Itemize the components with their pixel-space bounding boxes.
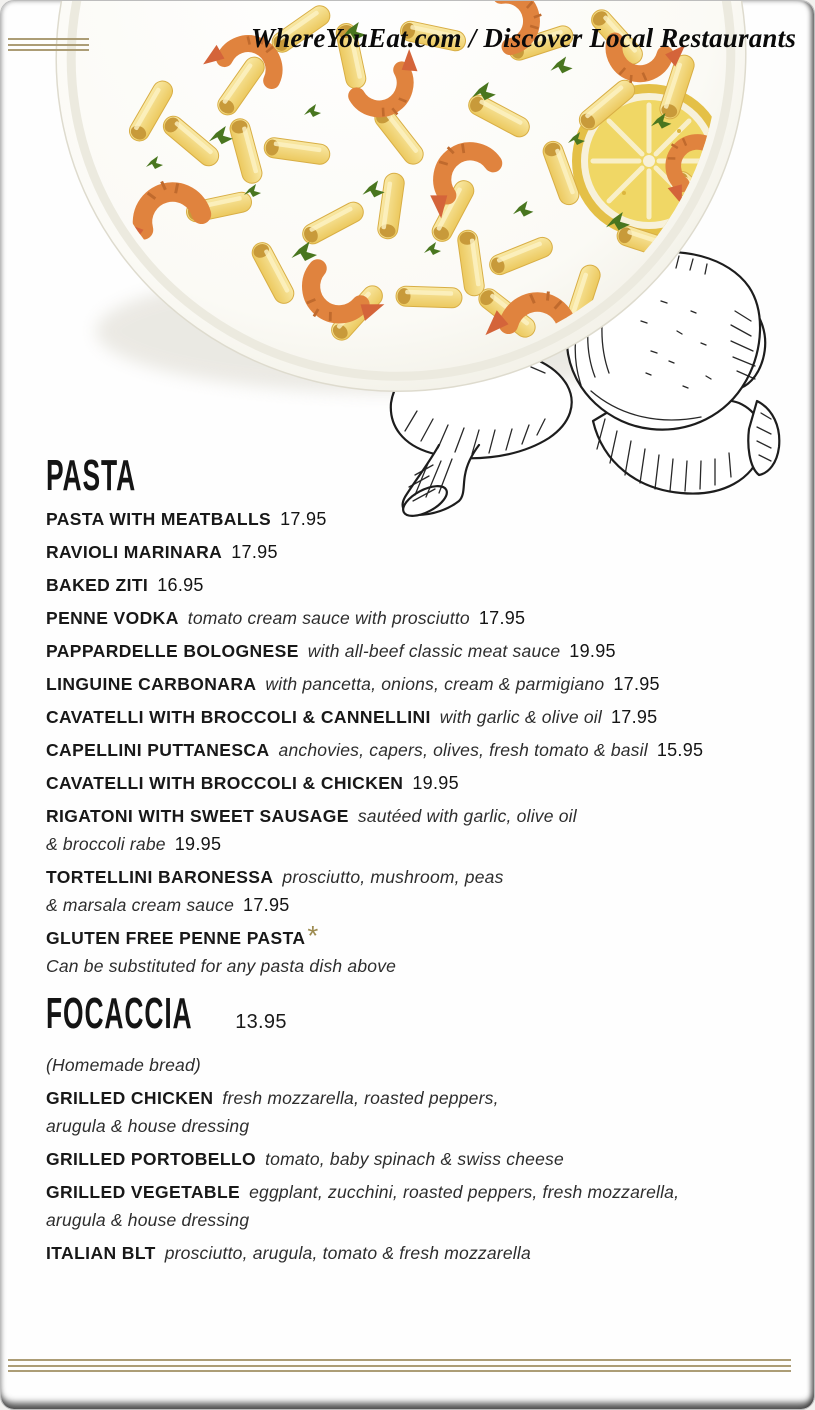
item-description: fresh mozzarella, roasted peppers,	[222, 1088, 499, 1108]
item-description: prosciutto, mushroom, peas	[282, 867, 504, 887]
watermark-text: WhereYouEat.com / Discover Local Restaurants	[251, 23, 797, 53]
menu-item: PENNE VODKA tomato cream sauce with prosciutto 17.95	[46, 608, 526, 628]
section-note: (Homemade bread)	[46, 1055, 201, 1075]
item-price: 17.95	[243, 895, 290, 915]
item-description-line2: arugula & house dressing	[46, 1116, 250, 1136]
section-price: 13.95	[235, 1011, 287, 1033]
decorative-gold-lines-top	[8, 38, 89, 55]
item-description: with pancetta, onions, cream & parmigiano	[265, 674, 605, 694]
item-price: 15.95	[656, 740, 704, 760]
item-price: 17.95	[280, 509, 327, 529]
menu-item: TORTELLINI BARONESSA prosciutto, mushroom, peas & marsala cream sauce 17.95	[46, 867, 504, 915]
menu-item: CAVATELLI WITH BROCCOLI & CANNELLINI with garlic & olive oil 17.95	[46, 707, 658, 727]
menu-item: PASTA WITH MEATBALLS 17.95	[46, 509, 327, 529]
item-description: tomato cream sauce with prosciutto	[187, 608, 470, 628]
item-description: anchovies, capers, olives, fresh tomato & basil	[278, 740, 648, 760]
item-description: prosciutto, arugula, tomato & fresh mozzarella	[164, 1243, 531, 1263]
menu-item: BAKED ZITI 16.95	[46, 575, 204, 595]
item-note: Can be substituted for any pasta dish above	[46, 956, 397, 976]
item-price: 19.95	[569, 641, 616, 661]
menu-item-gluten-free: GLUTEN FREE PENNE PASTA* Can be substituted for any pasta dish above	[46, 920, 397, 976]
menu-item: CAPELLINI PUTTANESCA anchovies, capers, olives, fresh tomato & basil 15.95	[46, 740, 704, 760]
menu-item: RAVIOLI MARINARA 17.95	[46, 542, 278, 562]
item-description: sautéed with garlic, olive oil	[357, 806, 577, 826]
item-description: eggplant, zucchini, roasted peppers, fresh mozzarella,	[249, 1182, 680, 1202]
item-price: 17.95	[231, 542, 278, 562]
section-title-pasta: PASTA	[46, 451, 137, 500]
item-price: 17.95	[613, 674, 660, 694]
decorative-gold-lines-bottom	[8, 1359, 791, 1376]
item-description-line2: & broccoli rabe	[46, 834, 166, 854]
menu-item: GRILLED PORTOBELLO tomato, baby spinach & swiss cheese	[46, 1149, 564, 1169]
item-price: 19.95	[174, 834, 222, 854]
item-price: 17.95	[478, 608, 526, 628]
menu-item: LINGUINE CARBONARA with pancetta, onions, cream & parmigiano 17.95	[46, 674, 660, 694]
item-description-line2: arugula & house dressing	[46, 1210, 250, 1230]
menu-item: ITALIAN BLT prosciutto, arugula, tomato & fresh mozzarella	[46, 1243, 531, 1263]
item-description: with garlic & olive oil	[439, 707, 602, 727]
item-description: with all-beef classic meat sauce	[307, 641, 561, 661]
menu-item: GRILLED CHICKEN fresh mozzarella, roasted peppers, arugula & house dressing	[46, 1088, 499, 1136]
menu-content	[46, 453, 776, 1273]
item-price: 19.95	[412, 773, 459, 793]
menu-item: CAVATELLI WITH BROCCOLI & CHICKEN 19.95	[46, 773, 459, 793]
item-price: 16.95	[157, 575, 204, 595]
menu-item: RIGATONI WITH SWEET SAUSAGE sautéed with garlic, olive oil & broccoli rabe 19.95	[46, 806, 577, 854]
item-price: 17.95	[610, 707, 658, 727]
gluten-free-asterisk: *	[307, 920, 319, 951]
menu-item: GRILLED VEGETABLE eggplant, zucchini, roasted peppers, fresh mozzarella, arugula & house dressing	[46, 1182, 680, 1230]
menu-item: PAPPARDELLE BOLOGNESE with all-beef classic meat sauce 19.95	[46, 641, 616, 661]
item-description-line2: & marsala cream sauce	[46, 895, 235, 915]
item-description: tomato, baby spinach & swiss cheese	[265, 1149, 564, 1169]
section-title-focaccia: FOCACCIA 13.95	[46, 989, 287, 1038]
